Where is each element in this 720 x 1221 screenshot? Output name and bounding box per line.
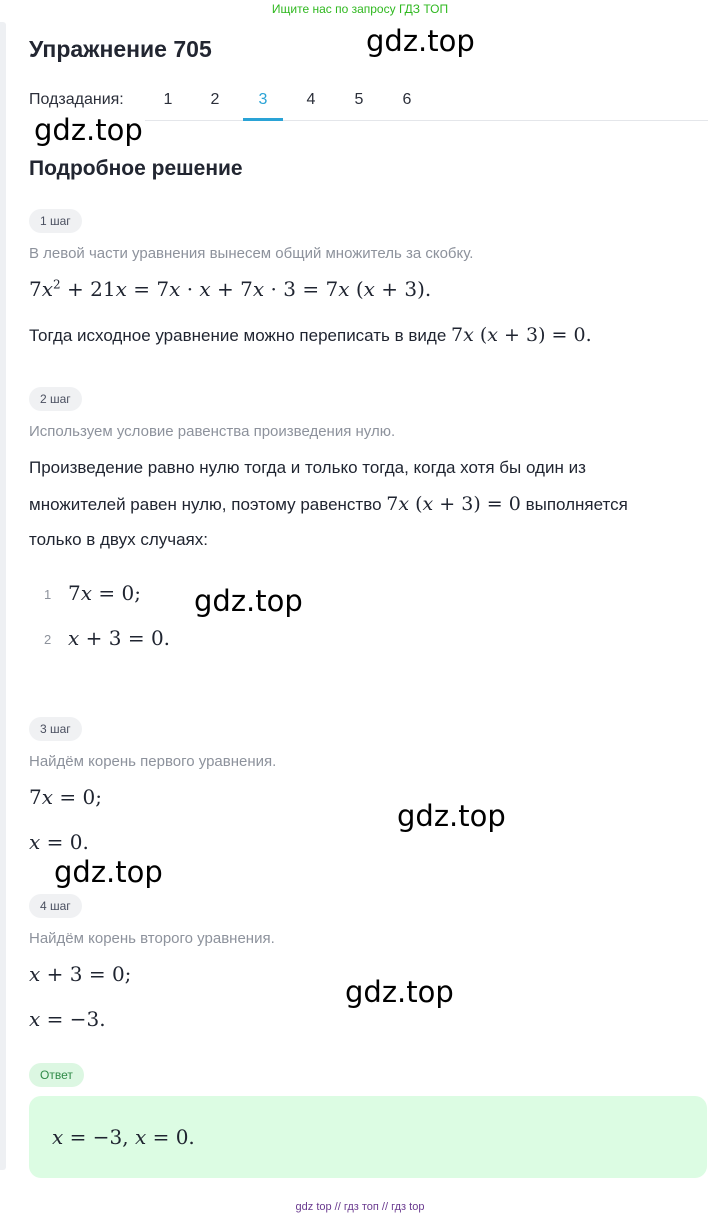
step-text-content: множителей равен нулю, поэтому равенство: [29, 495, 382, 514]
step-text-content: Тогда исходное уравнение можно переписать в виде: [29, 326, 447, 345]
section-title: Подробное решение: [29, 157, 243, 180]
step-text: [29, 317, 592, 354]
watermark: gdz.top: [366, 24, 475, 58]
math-inline: 7x (x + 3) = 0.: [451, 324, 592, 346]
math-expression: 7x = 0;: [29, 785, 102, 809]
footer-links[interactable]: gdz top // гдз топ // гдз top: [295, 1201, 425, 1213]
search-banner: Ищите нас по запросу ГДЗ ТОП: [271, 2, 449, 16]
list-number: 1: [44, 587, 52, 602]
watermark: gdz.top: [34, 113, 143, 147]
step-badge: 4 шаг: [29, 894, 82, 918]
tab-5[interactable]: 5: [354, 91, 364, 108]
step-text: [29, 486, 628, 523]
tab-1[interactable]: 1: [163, 91, 173, 108]
step-hint: В левой части уравнения вынесем общий множитель за скобку.: [29, 245, 474, 262]
watermark: gdz.top: [194, 584, 303, 618]
tab-2[interactable]: 2: [210, 91, 220, 108]
math-expression: 7x = 0;: [68, 581, 141, 605]
step-text: только в двух случаях:: [29, 530, 208, 549]
step-badge: 3 шаг: [29, 717, 82, 741]
step-text: Произведение равно нулю тогда и только тогда, когда хотя бы один из: [29, 458, 586, 477]
list-number: 2: [44, 632, 52, 647]
step-badge: 1 шаг: [29, 209, 82, 233]
left-rail: [0, 22, 6, 1170]
watermark: gdz.top: [345, 975, 454, 1009]
tab-6[interactable]: 6: [402, 91, 412, 108]
subtasks-label: Подзадания:: [29, 91, 124, 108]
watermark: gdz.top: [54, 855, 163, 889]
math-expression: x + 3 = 0;: [29, 962, 132, 986]
step-hint: Используем условие равенства произведения нулю.: [29, 423, 396, 440]
step-badge: 2 шаг: [29, 387, 82, 411]
tabs-divider: [145, 120, 708, 121]
step-text-content: выполняется: [525, 495, 628, 514]
tab-4[interactable]: 4: [306, 91, 316, 108]
step-hint: Найдём корень второго уравнения.: [29, 930, 275, 947]
answer-math: x = −3, x = 0.: [52, 1125, 195, 1149]
math-inline: 7x (x + 3) = 0: [386, 493, 521, 515]
math-expression: x = 0.: [29, 830, 89, 854]
page-title: Упражнение 705: [29, 36, 212, 62]
math-expression: x + 3 = 0.: [68, 626, 171, 650]
active-tab-indicator: [243, 118, 283, 121]
step-hint: Найдём корень первого уравнения.: [29, 753, 277, 770]
tab-3[interactable]: 3: [258, 91, 268, 108]
watermark: gdz.top: [397, 799, 506, 833]
answer-badge: Ответ: [29, 1063, 84, 1087]
math-expression: x = −3.: [29, 1007, 106, 1031]
math-expression: $7x^2 + 21x = 7x \cdot x + 7x \cdot 3 = 7x$ (x + 3).: [29, 277, 432, 301]
